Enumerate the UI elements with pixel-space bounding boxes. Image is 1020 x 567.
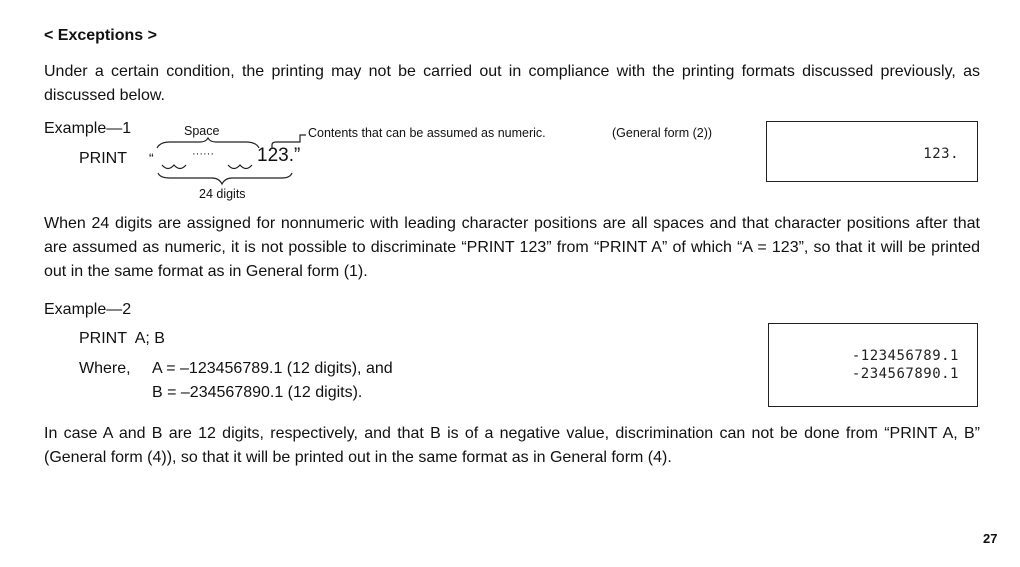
- print-statement: PRINT A; B: [79, 330, 165, 347]
- output-value-1: 123.: [923, 146, 959, 162]
- where-label: Where,: [79, 360, 131, 377]
- space-annotation: Space: [184, 124, 220, 138]
- print-keyword: PRINT: [79, 150, 127, 167]
- open-quote: “: [149, 150, 154, 166]
- paragraph-3: In case A and B are 12 digits, respectively, and that B is of a negative value, discrimination can not be done from “PRINT A, B” (General form (4)), so that it will be printed out in the same format as in General form (4).: [44, 425, 980, 466]
- output-line-2: -234567890.1: [851, 366, 959, 382]
- section-heading: < Exceptions >: [44, 27, 157, 44]
- example2-label: Example—2: [44, 301, 132, 318]
- paragraph-2: When 24 digits are assigned for nonnumeric with leading character positions are all spaces and that character positions after that are assumed as numeric, it is not possible to discriminate “PRINT 123” from “PRINT A” of which “A = 123”, so that it will be printed out in the same format as in General form (1).: [44, 215, 980, 280]
- space-dots: ······: [192, 148, 214, 160]
- intro-paragraph: Under a certain condition, the printing may not be carried out in compliance with the printing formats discussed previously, as discussed below.: [44, 63, 980, 104]
- output-box-2: [768, 323, 978, 407]
- output-box-1: [766, 121, 978, 182]
- example1-label: Example—1: [44, 120, 132, 137]
- general-form-annotation: (General form (2)): [612, 126, 713, 140]
- space-mark-right: [228, 165, 252, 169]
- digits-count-label: 24 digits: [199, 187, 246, 201]
- where-a: A = –123456789.1 (12 digits), and: [152, 360, 393, 377]
- where-b: B = –234567890.1 (12 digits).: [152, 384, 363, 401]
- space-mark-left: [162, 165, 186, 169]
- contents-annotation: Contents that can be assumed as numeric.: [308, 126, 546, 140]
- print-value: 123.”: [257, 145, 301, 166]
- space-overbrace: [157, 138, 259, 148]
- contents-bracket: [272, 135, 306, 149]
- page-number: 27: [983, 531, 998, 546]
- digits-underbrace: [158, 173, 292, 184]
- output-line-1: -123456789.1: [851, 348, 959, 364]
